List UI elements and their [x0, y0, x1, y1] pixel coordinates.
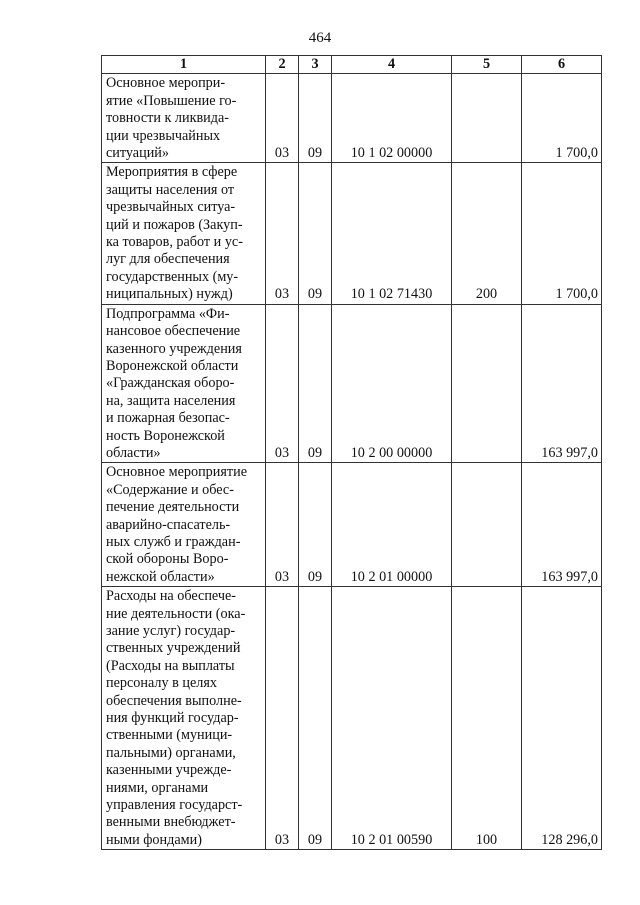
row-amount: 128 296,0 — [522, 587, 602, 850]
row-target-code: 10 1 02 00000 — [332, 74, 452, 163]
table-row — [102, 304, 602, 463]
table-row — [102, 74, 602, 163]
row-section-code: 03 — [266, 463, 299, 587]
header-row — [102, 56, 602, 74]
row-amount: 163 997,0 — [522, 463, 602, 587]
header-col-5: 5 — [452, 56, 522, 74]
row-section-code: 03 — [266, 74, 299, 163]
row-amount: 1 700,0 — [522, 74, 602, 163]
header-col-1: 1 — [102, 56, 266, 74]
row-target-code: 10 2 01 00000 — [332, 463, 452, 587]
row-name: Основное мероприятие «Содержание и обес- печение деятельности аварийно-спасатель- ных служб и граждан- ской обороны Воро- нежской области» — [102, 463, 266, 587]
row-subsection-code: 09 — [299, 587, 332, 850]
row-name: Расходы на обеспече- ние деятельности (ока- зание услуг) государ- ственных учреждений (Расходы на выплаты персоналу в целях обеспечения выполне- ния функций государ- ственными (муници- пальными) органами, казенными учрежде- ниями, органами управления государст- венными внебюджет- ными фондами) — [102, 587, 266, 850]
row-subsection-code: 09 — [299, 463, 332, 587]
row-target-code: 10 1 02 71430 — [332, 163, 452, 304]
row-target-code: 10 2 01 00590 — [332, 587, 452, 850]
row-section-code: 03 — [266, 587, 299, 850]
page-number: 464 — [308, 30, 332, 46]
row-expense-type-code — [452, 74, 522, 163]
row-expense-type-code: 100 — [452, 587, 522, 850]
header-col-3: 3 — [299, 56, 332, 74]
row-amount: 163 997,0 — [522, 304, 602, 463]
row-expense-type-code — [452, 304, 522, 463]
table-row — [102, 163, 602, 304]
row-subsection-code: 09 — [299, 74, 332, 163]
row-section-code: 03 — [266, 163, 299, 304]
row-amount: 1 700,0 — [522, 163, 602, 304]
row-target-code: 10 2 00 00000 — [332, 304, 452, 463]
row-name: Основное меропри- ятие «Повышение го- товности к ликвида- ции чрезвычайных ситуаций» — [102, 74, 266, 163]
header-col-2: 2 — [266, 56, 299, 74]
table-row — [102, 463, 602, 587]
row-expense-type-code: 200 — [452, 163, 522, 304]
header-col-4: 4 — [332, 56, 452, 74]
row-subsection-code: 09 — [299, 163, 332, 304]
header-col-6: 6 — [522, 56, 602, 74]
row-name: Подпрограмма «Фи- нансовое обеспечение казенного учреждения Воронежской области «Гражданская оборо- на, защита населения и пожарная безопас- ность Воронежской области» — [102, 304, 266, 463]
budget-table — [101, 55, 602, 850]
table-row — [102, 587, 602, 850]
row-expense-type-code — [452, 463, 522, 587]
row-section-code: 03 — [266, 304, 299, 463]
row-name: Мероприятия в сфере защиты населения от чрезвычайных ситуа- ций и пожаров (Закуп- ка товаров, работ и ус- луг для обеспечения государственных (му- ниципальных) нужд) — [102, 163, 266, 304]
row-subsection-code: 09 — [299, 304, 332, 463]
